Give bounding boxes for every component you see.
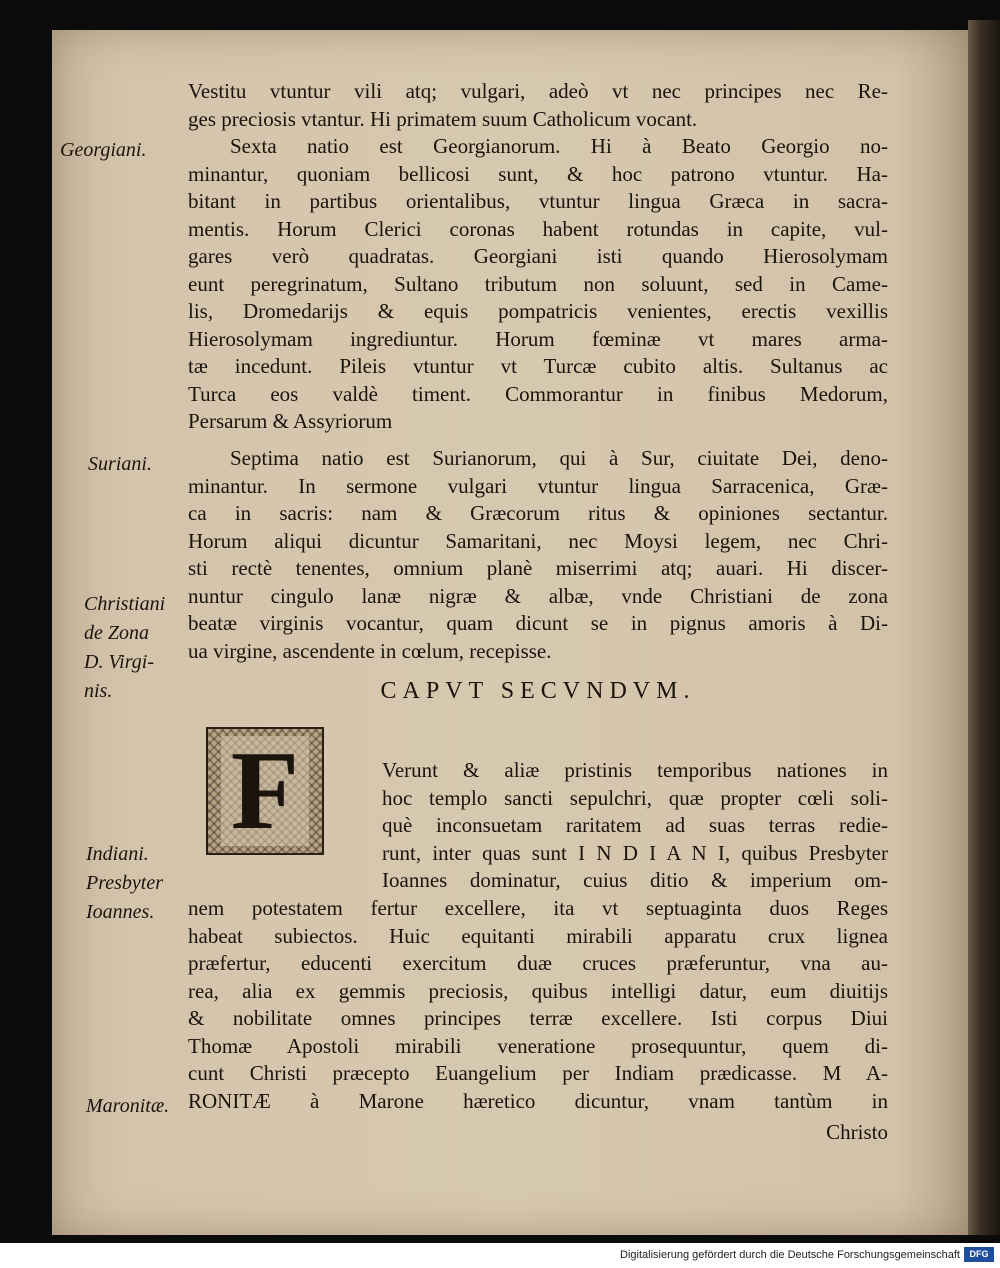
paragraph-3 bbox=[188, 445, 888, 665]
text-line: cunt Christi præcepto Euangelium per Indiam prædicasse. M A- bbox=[188, 1061, 888, 1085]
text-line: ua virgine, ascendente in cœlum, recepisse. bbox=[188, 638, 552, 663]
text-line: sti rectè tenentes, omnium planè miserrimi atq; auari. Hi discer- bbox=[188, 556, 888, 580]
text-line: Sexta natio est Georgianorum. Hi à Beato Georgio no- bbox=[230, 134, 888, 158]
text-line: nem potestatem fertur excellere, ita vt septuaginta duos Reges bbox=[188, 896, 888, 920]
paragraph-1 bbox=[188, 78, 888, 133]
chapter-heading: CAPVT SECVNDVM. bbox=[380, 678, 696, 704]
paragraph-4-beside-cap bbox=[382, 757, 888, 895]
drop-cap-letter: F bbox=[221, 736, 309, 846]
margin-note-line: D. Virgi- bbox=[84, 651, 154, 673]
text-line: tæ incedunt. Pileis vtuntur vt Turcæ cubito altis. Sultanus ac bbox=[188, 354, 888, 378]
text-line: habeat subiectos. Huic equitanti mirabili apparatu crux lignea bbox=[188, 923, 888, 948]
book-edge bbox=[968, 20, 1000, 1235]
footer-credit: Digitalisierung gefördert durch die Deutsche Forschungsgemeinschaft bbox=[620, 1249, 960, 1261]
text-line: Thomæ Apostoli mirabili veneratione prosequuntur, quem di- bbox=[188, 1033, 888, 1058]
text-line: Turca eos valdè timent. Commorantur in finibus Medorum, bbox=[188, 381, 888, 406]
text-line: ca in sacris: nam & Græcorum ritus & opiniones sectantur. bbox=[188, 501, 888, 525]
margin-note-line: de Zona bbox=[84, 622, 149, 644]
margin-note-indiani bbox=[86, 840, 163, 927]
margin-note-line: Ioannes. bbox=[86, 901, 155, 923]
text-line: lis, Dromedarijs & equis pompatricis venientes, erectis vexillis bbox=[188, 299, 888, 323]
margin-note-maronitae: Maronitæ. bbox=[86, 1095, 170, 1117]
margin-note-line: nis. bbox=[84, 680, 113, 702]
text-line: bitant in partibus orientalibus, vtuntur lingua Græca in sacra- bbox=[188, 189, 888, 213]
footer-bar bbox=[0, 1243, 1000, 1268]
text-line: & nobilitate omnes principes terræ excellere. Isti corpus Diui bbox=[188, 1006, 888, 1030]
paragraph-4-full bbox=[188, 895, 888, 1115]
text-line: beatæ virginis vocantur, quam dicunt se in pignus amoris à Di- bbox=[188, 611, 888, 635]
text-line: runt, inter quas sunt I N D I A N I, quibus Presbyter bbox=[382, 840, 888, 865]
text-line: gares verò quadratas. Georgiani isti quando Hierosolymam bbox=[188, 244, 888, 268]
drop-cap-initial bbox=[206, 727, 324, 855]
text-line: Vestitu vtuntur vili atq; vulgari, adeò vt nec principes nec Re- bbox=[188, 79, 888, 103]
dfg-logo: DFG bbox=[964, 1247, 994, 1262]
text-line: ges preciosis vtantur. Hi primatem suum Catholicum vocant. bbox=[188, 106, 698, 131]
catchword: Christo bbox=[826, 1120, 888, 1144]
text-line: mentis. Horum Clerici coronas habent rotundas in capite, vul- bbox=[188, 216, 888, 241]
margin-note-line: Christiani bbox=[84, 593, 166, 615]
text-line: minantur, quoniam bellicosi sunt, & hoc patrono vtuntur. Ha- bbox=[188, 161, 888, 186]
text-line: minantur. In sermone vulgari vtuntur lingua Sarracenica, Græ- bbox=[188, 473, 888, 498]
margin-note-suriani: Suriani. bbox=[88, 453, 152, 475]
text-line: què inconsuetam raritatem ad suas terras redie- bbox=[382, 813, 888, 837]
text-line: Horum aliqui dicuntur Samaritani, nec Moysi legem, nec Chri- bbox=[188, 528, 888, 553]
text-line: Persarum & Assyriorum bbox=[188, 409, 393, 433]
text-line: Septima natio est Surianorum, qui à Sur, ciuitate Dei, deno- bbox=[230, 446, 888, 470]
text-line: Hierosolymam ingrediuntur. Horum fœminæ vt mares arma- bbox=[188, 326, 888, 351]
paragraph-2 bbox=[188, 133, 888, 436]
text-line: eunt peregrinatum, Sultano tributum non soluunt, sed in Came- bbox=[188, 271, 888, 296]
text-line: Ioannes dominatur, cuius ditio & imperium om- bbox=[382, 868, 888, 892]
text-line: Verunt & aliæ pristinis temporibus nationes in bbox=[382, 758, 888, 782]
text-line: nuntur cingulo lanæ nigræ & albæ, vnde Christiani de zona bbox=[188, 583, 888, 608]
text-line: præfertur, educenti exercitum duæ cruces præferuntur, vna au- bbox=[188, 951, 888, 975]
text-line: rea, alia ex gemmis preciosis, quibus intelligi datur, eum diuitijs bbox=[188, 978, 888, 1003]
margin-note-georgiani: Georgiani. bbox=[60, 139, 147, 161]
margin-note-line: Presbyter bbox=[86, 872, 164, 894]
margin-note-line: Indiani. bbox=[86, 843, 149, 865]
text-line: hoc templo sancti sepulchri, quæ propter cœli soli- bbox=[382, 785, 888, 810]
margin-note-christiani bbox=[84, 590, 165, 706]
text-line: RONITÆ à Marone hæretico dicuntur, vnam tantùm in bbox=[188, 1088, 888, 1113]
